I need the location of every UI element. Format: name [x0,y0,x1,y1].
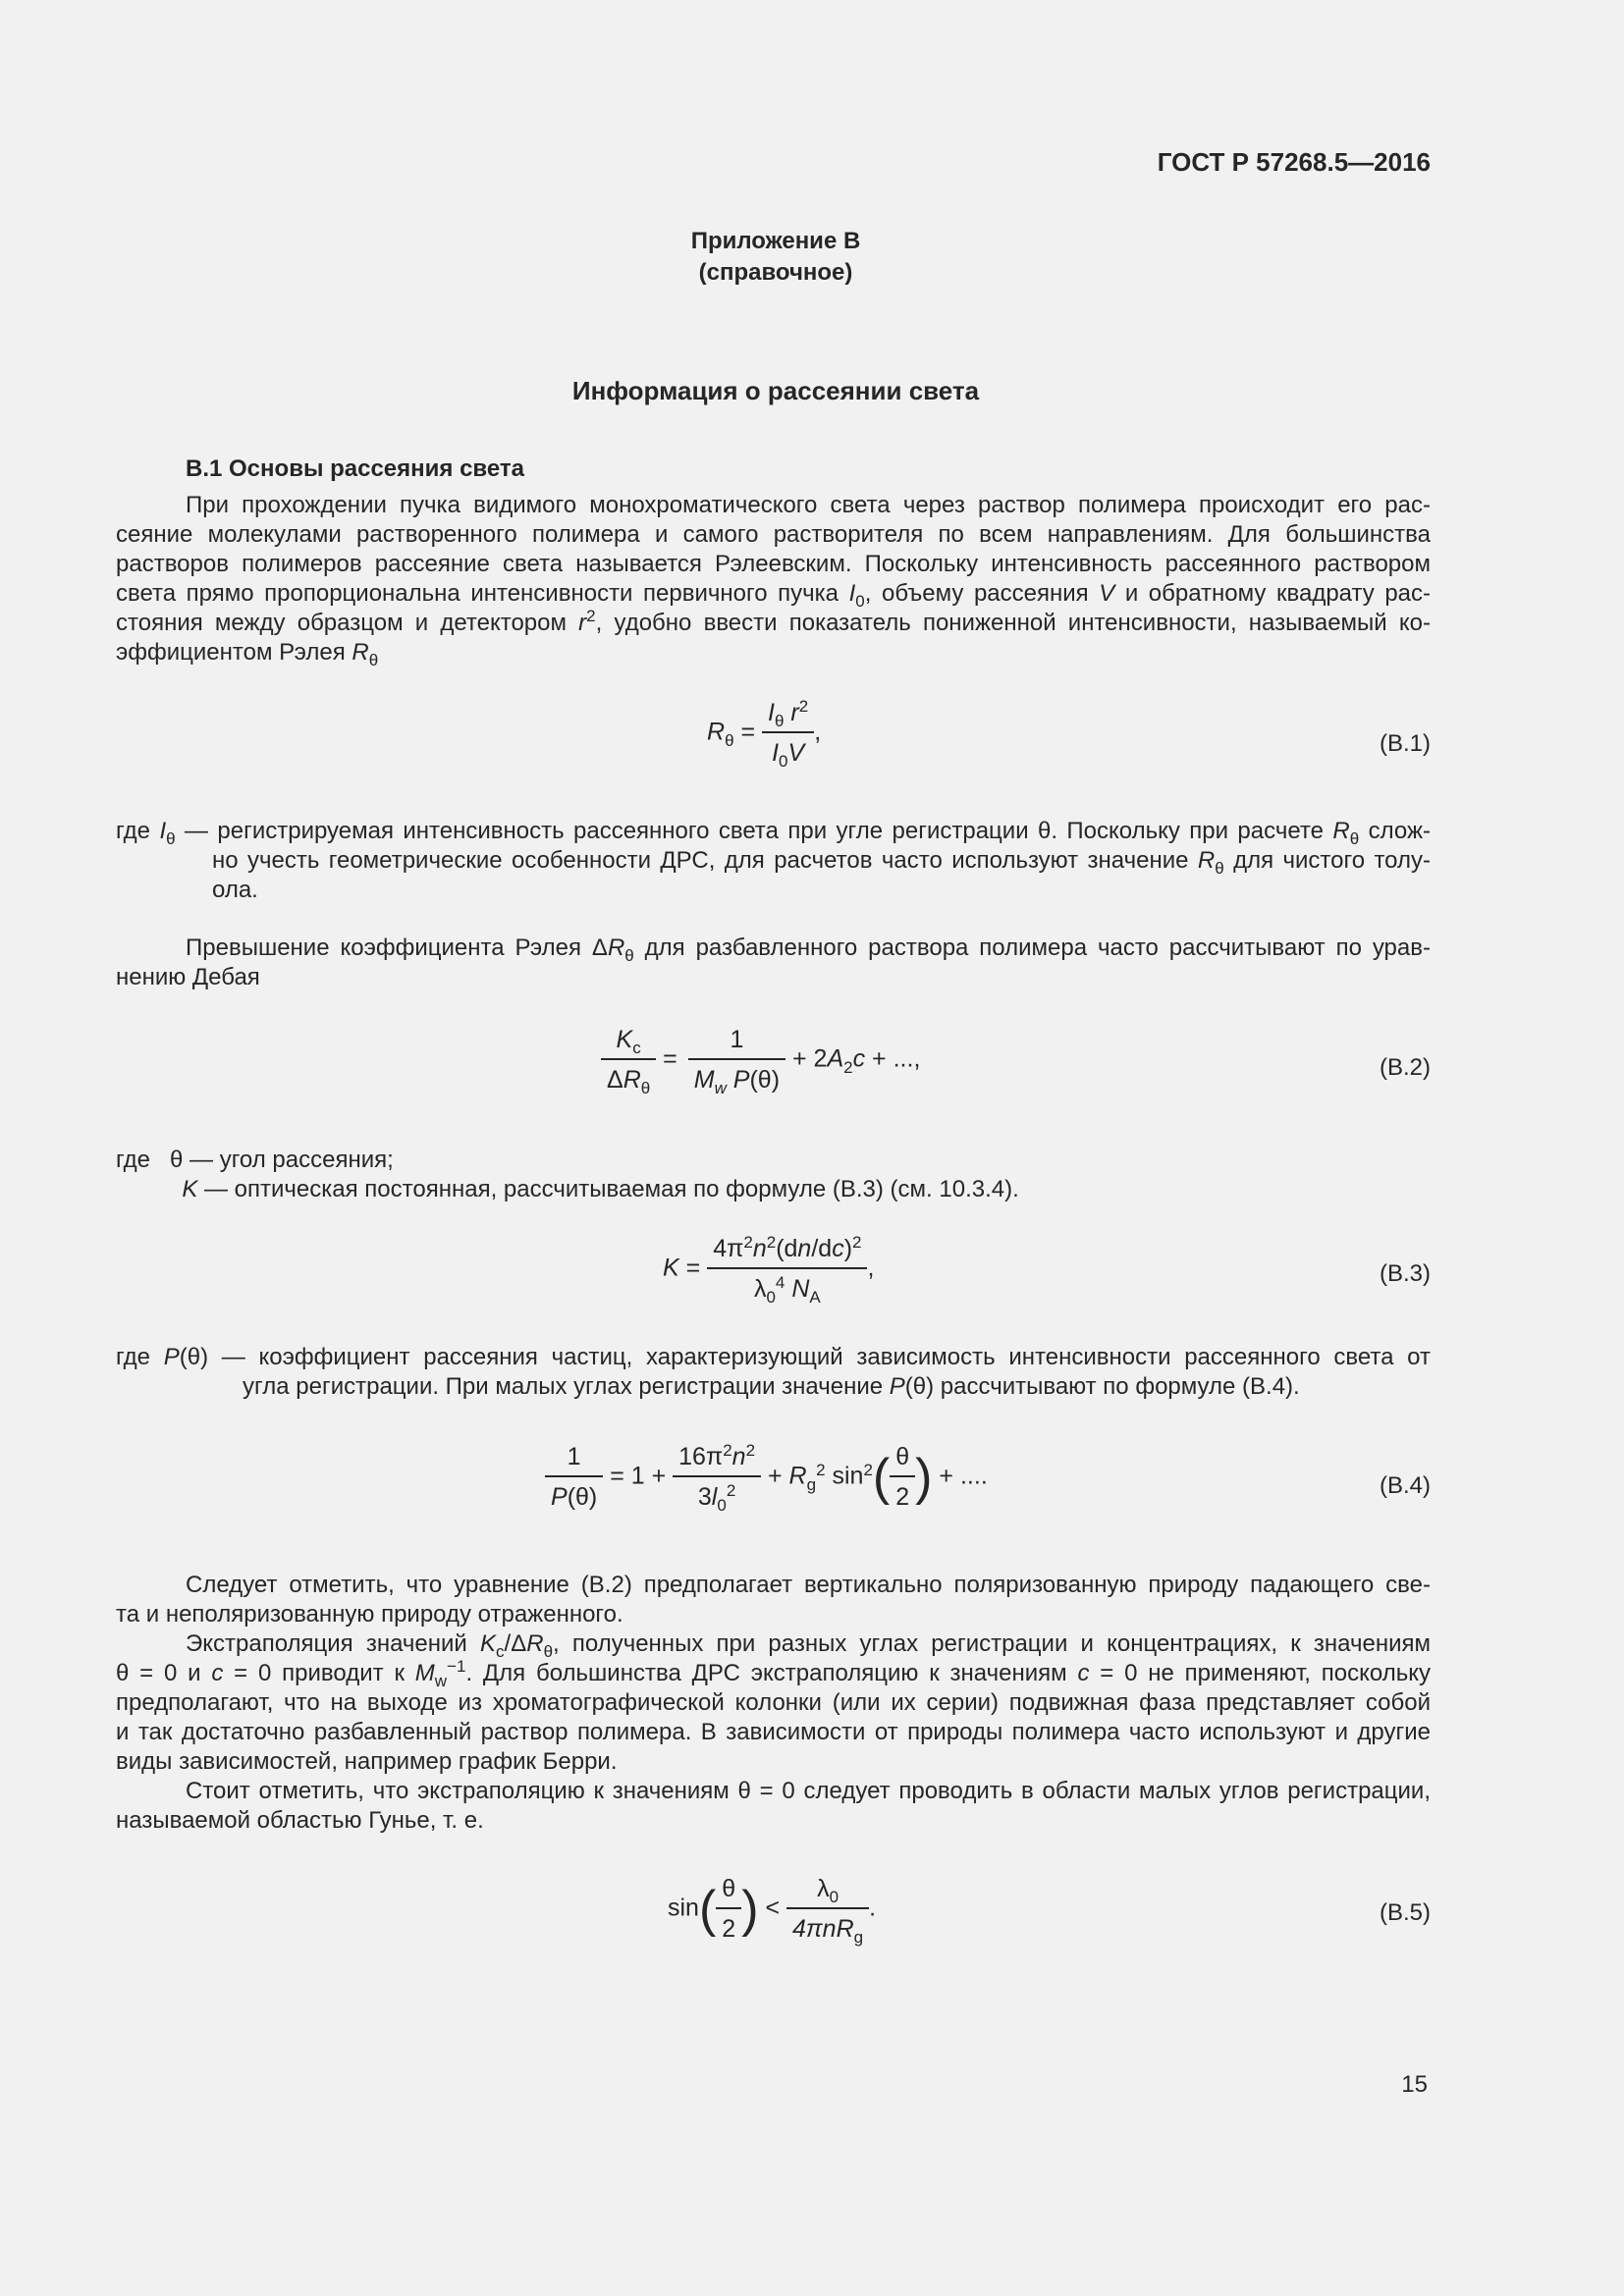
appendix-subtitle: (справочное) [698,259,853,286]
paragraph-intro: При прохождении пучка видимого монохроматического света через раствор полимера происходит его рас- сеяние молекулами растворенного полимера и самого растворителя по всем направлениям. Для большинства растворов полимеров рассеяние света называется Рэлеевским. Поскольку интенсивность рассеянного раствором света прямо пропорциональна интенсивности первичного пучка $I_0$, объему рассеяния V и обратному квадрату рас- стояния между образцом и детектором $r^2$, удобно ввести показатель пониженной интенсивности, называемый ко- эффициентом Рэлея $R_\theta$ [116,492,1432,669]
equation-number-b1: (В.1) [1379,730,1431,757]
equation-number-b2: (В.2) [1379,1054,1431,1081]
equation-b2: $\frac{K_c}{\Delta R_\theta}$ = $\frac{1}{M_w P(\theta)}$ + $2A_2c$ + ..., [601,1026,920,1095]
where-block-1: где $I_\theta$ — регистрируемая интенсивность рассеянного света при угле регистрации θ. Поскольку при расчете $R_\theta$ слож- но учесть геометрические особенности ДРС, для расчетов часто используют значение $R_\theta$ для чистого толу- ола. [116,818,1431,903]
paragraph-guinier: Стоит отметить, что экстраполяцию к значениям θ = 0 следует проводить в области малых углов регистрации, называемой областью Гунье, т. е. [116,1778,1431,1834]
page-number: 15 [1401,2071,1428,2098]
paragraph-extrapolation: Экстраполяция значений $K_c/\Delta R_\theta$, полученных при разных углах регистрации и концентрациях, к значениям θ = 0 и c = 0 приводит к $M_w^{-1}$. Для большинства ДРС экстраполяцию к значениям c = 0 не применяют, поскольку предполагают, что на выходе из хроматографической колонки (или их серии) подвижная фаза представляет собой и так достаточно разбавленный раствор полимера. В зависимости от природы полимера часто используют и другие виды зависимостей, например график Берри. [116,1630,1431,1775]
paragraph-polarization: Следует отметить, что уравнение (В.2) предполагает вертикально поляризованную природу падающего све- та и неполяризованную природу отраженного. [116,1572,1431,1628]
equation-b1: $R_\theta$ = $\frac{I_\theta r^2}{I_0V}$ , [707,697,822,771]
section-title: Информация о рассеянии света [571,376,980,405]
equation-number-b3: (В.3) [1379,1260,1431,1287]
subsection-title: В.1 Основы рассеяния света [186,455,524,482]
equation-b5: sin( $\frac{\theta}{2}$ ) < $\frac{\lambda_0}{4\pi nR_g}$ . [668,1875,877,1947]
equation-b3: K = $\frac{4\pi^2n^2(dn/dc)^2}{\lambda_0^4 N_A}$ , [663,1233,875,1307]
where-block-3: где P(θ) — коэффициент рассеяния частиц, характеризующий зависимость интенсивности рассеянного света от угла регистрации. При малых углах регистрации значение P(θ) рассчитывают по формуле (В.4). [116,1344,1431,1400]
document-id: ГОСТ Р 57268.5—2016 [1157,147,1431,177]
paragraph-debye: Превышение коэффициента Рэлея $\Delta R_\theta$ для разбавленного раствора полимера часто рассчитывают по урав- нению Дебая [116,934,1431,990]
appendix-title: Приложение В [690,228,861,254]
where-block-2: где θ — угол рассеяния; K — оптическая постоянная, рассчитываемая по формуле (В.3) (см. 10.3.4). [116,1147,1019,1202]
equation-number-b4: (В.4) [1379,1472,1431,1499]
equation-b4: $\frac{1}{P(\theta)}$ = 1 + $\frac{16\pi^2n^2}{3l_0^2}$ + $R_g^2$ $\sin^2$( $\frac{\theta}{2}$ ) + .... [545,1443,988,1512]
equation-number-b5: (В.5) [1379,1899,1431,1926]
